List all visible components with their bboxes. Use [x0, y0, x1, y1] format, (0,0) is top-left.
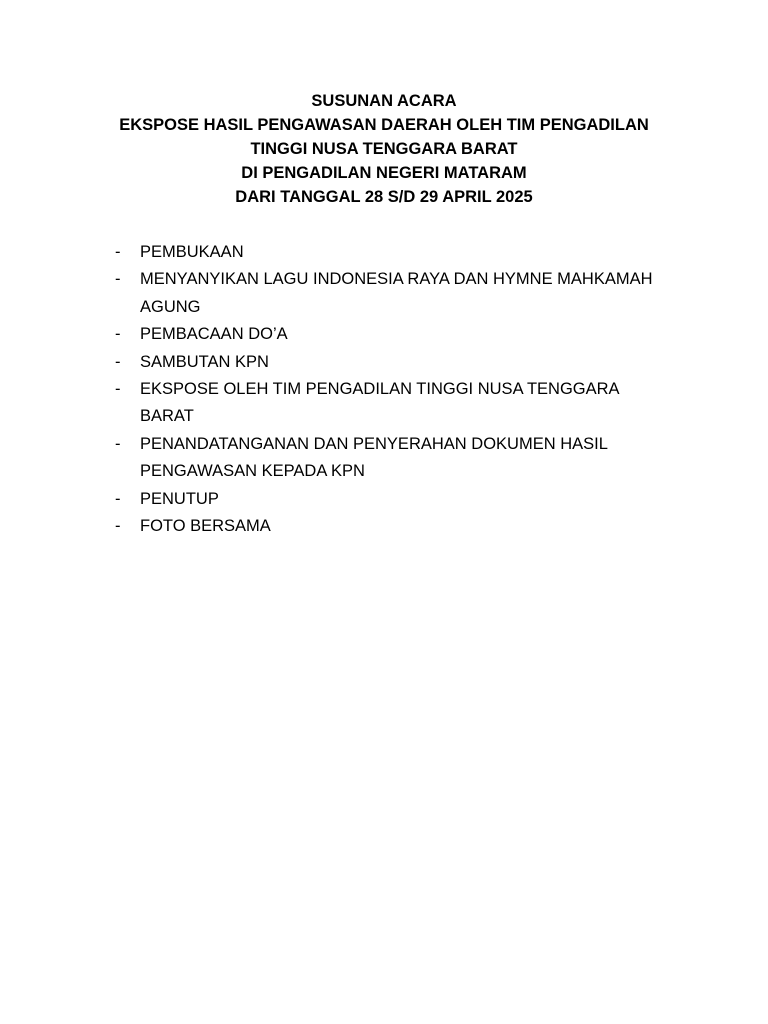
- bullet-dash: -: [115, 434, 121, 453]
- agenda-item-text: SAMBUTAN KPN: [140, 352, 269, 371]
- bullet-dash: -: [115, 352, 121, 371]
- heading-line-date: DARI TANGGAL 28 S/D 29 APRIL 2025: [235, 188, 533, 206]
- heading-line-venue: DI PENGADILAN NEGERI MATARAM: [241, 164, 527, 182]
- agenda-item-text: PENANDATANGANAN DAN PENYERAHAN DOKUMEN HASIL PENGAWASAN KEPADA KPN: [140, 434, 608, 481]
- agenda-item-text: PEMBUKAAN: [140, 243, 244, 261]
- agenda-item: [113, 513, 653, 540]
- agenda-item: [113, 321, 653, 348]
- heading-line-court: TINGGI NUSA TENGGARA BARAT: [250, 140, 518, 158]
- bullet-dash: -: [115, 380, 121, 399]
- agenda-list: [113, 239, 653, 540]
- agenda-item-text: PEMBACAAN DO’A: [140, 325, 288, 344]
- document-heading: [0, 89, 768, 209]
- bullet-dash: -: [115, 270, 121, 289]
- agenda-item-text: EKSPOSE OLEH TIM PENGADILAN TINGGI NUSA TENGGARA BARAT: [140, 380, 619, 426]
- heading-line-event: EKSPOSE HASIL PENGAWASAN DAERAH OLEH TIM PENGADILAN: [119, 116, 649, 134]
- agenda-item: [113, 376, 653, 431]
- bullet-dash: -: [115, 517, 121, 536]
- agenda-item: [113, 239, 653, 266]
- agenda-item: [113, 486, 653, 513]
- agenda-item-text: MENYANYIKAN LAGU INDONESIA RAYA DAN HYMNE MAHKAMAH AGUNG: [140, 270, 653, 316]
- bullet-dash: -: [115, 325, 121, 344]
- bullet-dash: -: [115, 489, 121, 508]
- agenda-item-text: PENUTUP: [140, 489, 219, 508]
- agenda-item-text: FOTO BERSAMA: [140, 517, 271, 536]
- agenda-item: [113, 431, 653, 486]
- bullet-dash: -: [115, 243, 121, 261]
- agenda-item: [113, 349, 653, 376]
- agenda-item: [113, 266, 653, 321]
- heading-title: SUSUNAN ACARA: [311, 92, 457, 110]
